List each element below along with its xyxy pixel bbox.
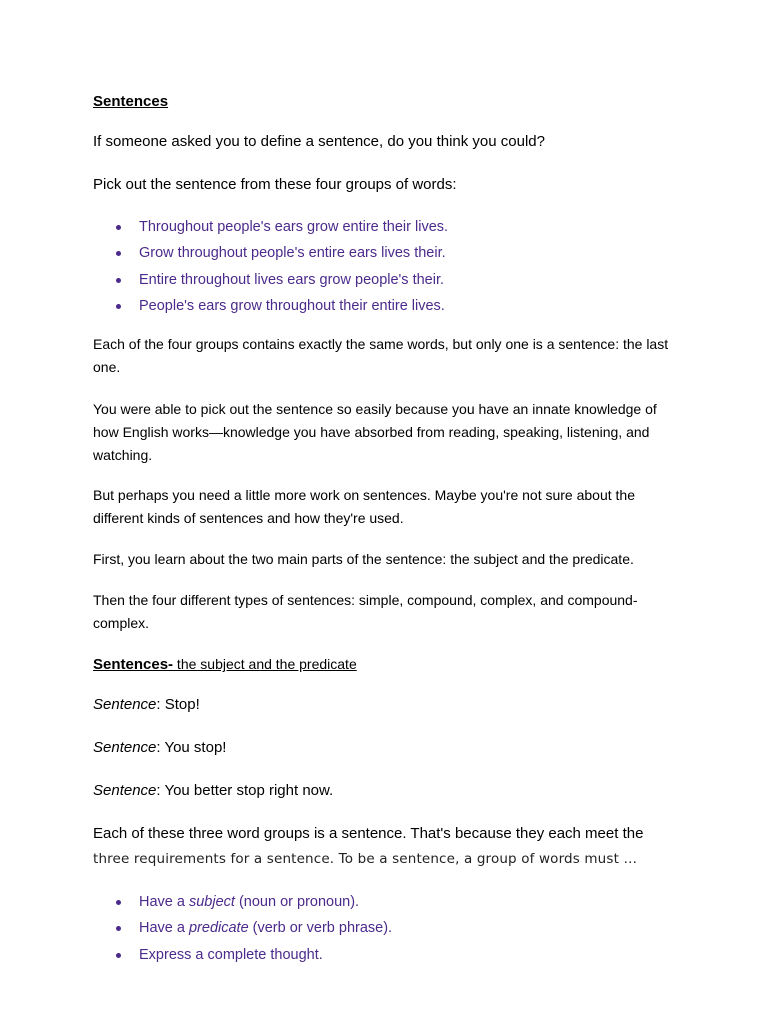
bullet-icon: [116, 251, 121, 256]
paragraph-three-requirements: Each of these three word groups is a sentence. That's because they each meet the: [93, 825, 644, 842]
example-sentence-2: Sentence: You stop!: [93, 739, 227, 756]
list-item: People's ears grow throughout their entire lives.: [93, 296, 448, 322]
bullet-icon: [116, 304, 121, 309]
section-heading-sentences: Sentences: [93, 93, 169, 110]
paragraph-four-types: Then the four different types of sentences: simple, compound, complex, and compound-complex.: [93, 592, 638, 631]
list-item: Have a predicate (verb or verb phrase).: [93, 918, 392, 944]
paragraph-main-parts: First, you learn about the two main parts of the sentence: the subject and the predicate.: [93, 551, 634, 567]
list-item: Grow throughout people's entire ears lives their.: [93, 243, 448, 269]
paragraph-three-requirements-continued: three requirements for a sentence. To be a sentence, a group of words must …: [93, 851, 638, 867]
list-item: Throughout people's ears grow entire their lives.: [93, 217, 448, 243]
bullet-icon: [116, 278, 121, 283]
requirements-list: [93, 892, 392, 971]
intro-question: If someone asked you to define a sentence, do you think you could?: [93, 133, 545, 150]
word-groups-list: [93, 217, 448, 323]
list-item: Express a complete thought.: [93, 945, 392, 971]
bullet-icon: [116, 225, 121, 230]
example-sentence-1: Sentence: Stop!: [93, 696, 200, 713]
list-item: Entire throughout lives ears grow people's their.: [93, 270, 448, 296]
paragraph-more-work: But perhaps you need a little more work on sentences. Maybe you're not sure about the different kinds of sentences and how they're used.: [93, 487, 635, 526]
bullet-icon: [116, 953, 121, 958]
pick-prompt: Pick out the sentence from these four groups of words:: [93, 176, 457, 193]
example-sentence-3: Sentence: You better stop right now.: [93, 782, 334, 799]
paragraph-innate-knowledge: You were able to pick out the sentence so easily because you have an innate knowledge of how English works—knowledge you have absorbed from reading, speaking, listening, and watching.: [93, 401, 657, 463]
section-heading-subject-predicate: Sentences- the subject and the predicate: [93, 656, 357, 673]
list-item: Have a subject (noun or pronoun).: [93, 892, 392, 918]
bullet-icon: [116, 900, 121, 905]
paragraph-same-words: Each of the four groups contains exactly the same words, but only one is a sentence: the last one.: [93, 336, 669, 375]
bullet-icon: [116, 926, 121, 931]
